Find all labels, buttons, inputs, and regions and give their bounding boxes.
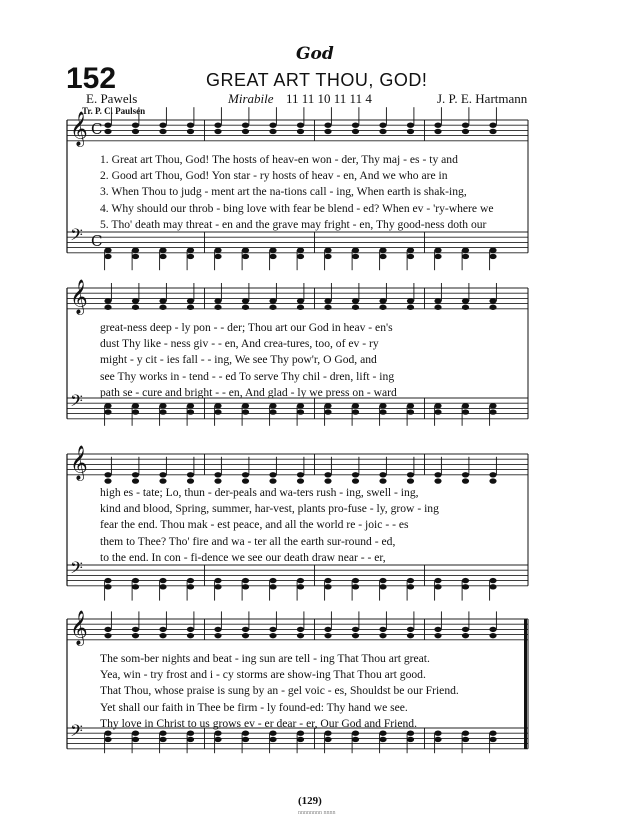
- note-head: [297, 298, 304, 303]
- note-head: [324, 633, 331, 638]
- note-head: [214, 129, 221, 134]
- note-head: [187, 578, 194, 583]
- note-head: [489, 248, 496, 253]
- note-head: [159, 409, 166, 414]
- note-head: [104, 254, 111, 259]
- note-head: [187, 123, 194, 128]
- note-head: [379, 578, 386, 583]
- note-head: [462, 737, 469, 742]
- note-head: [269, 254, 276, 259]
- note-head: [462, 578, 469, 583]
- note-head: [379, 298, 386, 303]
- note-head: [324, 254, 331, 259]
- note-head: [434, 254, 441, 259]
- note-head: [407, 129, 414, 134]
- note-head: [352, 248, 359, 253]
- note-head: [159, 737, 166, 742]
- note-head: [352, 298, 359, 303]
- note-head: [159, 584, 166, 589]
- note-head: [352, 254, 359, 259]
- note-head: [324, 478, 331, 483]
- note-head: [407, 472, 414, 477]
- note-head: [489, 578, 496, 583]
- note-head: [214, 584, 221, 589]
- note-head: [214, 248, 221, 253]
- note-head: [297, 472, 304, 477]
- note-head: [269, 403, 276, 408]
- note-head: [214, 472, 221, 477]
- note-head: [489, 129, 496, 134]
- note-head: [379, 254, 386, 259]
- note-head: [462, 129, 469, 134]
- lyric-line: might - y cit - ies fall - - ing, We see Thy pow'r, O God, and: [100, 353, 377, 367]
- lyric-line: Yet shall our faith in Thee be firm - ly found-ed: Thy hand we see.: [100, 700, 408, 714]
- imprint: nnnnnnnn nnnn: [298, 810, 336, 816]
- note-head: [324, 409, 331, 414]
- lyrics-system-2: [100, 320, 525, 401]
- note-head: [462, 409, 469, 414]
- note-head: [489, 472, 496, 477]
- lyric-line: 2. Good art Thou, God! Yon star - ry hosts of heav - en, And we who are in: [100, 169, 448, 183]
- note-head: [462, 478, 469, 483]
- note-head: [187, 403, 194, 408]
- lyric-line: The som-ber nights and beat - ing sun are tell - ing That Thou art great.: [100, 652, 430, 665]
- note-head: [379, 129, 386, 134]
- note-head: [324, 578, 331, 583]
- lyric-line: 3. When Thou to judg - ment art the na-tions call - ing, When earth is shak-ing,: [100, 185, 467, 199]
- note-head: [214, 409, 221, 414]
- note-head: [462, 627, 469, 632]
- note-head: [104, 633, 111, 638]
- note-head: [324, 737, 331, 742]
- note-head: [297, 248, 304, 253]
- lyric-line: Yea, win - try frost and i - cy storms are show-ing That Thou art good.: [100, 668, 426, 682]
- note-head: [159, 578, 166, 583]
- note-head: [132, 129, 139, 134]
- note-head: [324, 298, 331, 303]
- note-head: [379, 478, 386, 483]
- note-head: [489, 123, 496, 128]
- note-head: [324, 584, 331, 589]
- note-head: [104, 584, 111, 589]
- note-head: [324, 305, 331, 310]
- lyric-line: great-ness deep - ly pon - - der; Thou art our God in heav - en's: [100, 321, 393, 334]
- note-head: [104, 248, 111, 253]
- note-head: [159, 129, 166, 134]
- note-head: [352, 403, 359, 408]
- note-head: [407, 478, 414, 483]
- page-number: (129): [298, 795, 322, 807]
- note-head: [187, 737, 194, 742]
- note-head: [407, 578, 414, 583]
- note-head: [489, 254, 496, 259]
- lyric-line: high es - tate; Lo, thun - der-peals and wa-ters rush - ing, swell - ing,: [100, 486, 419, 499]
- note-head: [297, 409, 304, 414]
- note-head: [297, 633, 304, 638]
- note-head: [187, 298, 194, 303]
- note-head: [379, 633, 386, 638]
- note-head: [489, 305, 496, 310]
- note-head: [462, 123, 469, 128]
- bass-clef: 𝄢: [70, 224, 83, 249]
- note-head: [187, 254, 194, 259]
- note-head: [462, 298, 469, 303]
- note-head: [132, 478, 139, 483]
- note-head: [297, 584, 304, 589]
- time-signature: C: [91, 120, 103, 138]
- lyric-line: them to Thee? Tho' fire and wa - ter all the earth sur-round - ed,: [100, 534, 396, 548]
- note-head: [104, 472, 111, 477]
- lyric-line: That Thou, whose praise is sung by an - gel voic - es, Shouldst be our Friend.: [100, 684, 459, 698]
- note-head: [352, 305, 359, 310]
- note-head: [352, 627, 359, 632]
- note-head: [242, 472, 249, 477]
- meter: 11 11 10 11 11 4: [286, 91, 372, 106]
- note-head: [352, 578, 359, 583]
- note-head: [407, 248, 414, 253]
- note-head: [132, 248, 139, 253]
- note-head: [407, 409, 414, 414]
- note-head: [104, 403, 111, 408]
- lyrics-system-3: [100, 485, 525, 566]
- note-head: [407, 584, 414, 589]
- note-head: [132, 584, 139, 589]
- bass-clef: 𝄢: [70, 720, 83, 745]
- note-head: [462, 403, 469, 408]
- note-head: [352, 472, 359, 477]
- note-head: [242, 633, 249, 638]
- note-head: [187, 409, 194, 414]
- hymn-title: GREAT ART THOU, GOD!: [206, 70, 428, 90]
- note-head: [269, 627, 276, 632]
- time-signature: C: [91, 232, 103, 250]
- note-head: [104, 129, 111, 134]
- note-head: [214, 403, 221, 408]
- note-head: [187, 584, 194, 589]
- note-head: [104, 409, 111, 414]
- note-head: [132, 409, 139, 414]
- note-head: [242, 254, 249, 259]
- note-head: [297, 627, 304, 632]
- note-head: [242, 409, 249, 414]
- note-head: [489, 633, 496, 638]
- note-head: [242, 403, 249, 408]
- lyric-line: 5. Tho' death may threat - en and the grave may fright - en, Thy good-ness doth our: [100, 217, 487, 231]
- note-head: [269, 123, 276, 128]
- bass-clef: 𝄢: [70, 390, 83, 415]
- note-head: [159, 248, 166, 253]
- note-head: [434, 627, 441, 632]
- note-head: [214, 478, 221, 483]
- note-head: [214, 633, 221, 638]
- note-head: [159, 478, 166, 483]
- note-head: [407, 123, 414, 128]
- lyric-line: Thy love in Christ to us grows ev - er dear - er, Our God and Friend.: [100, 716, 418, 730]
- note-head: [489, 298, 496, 303]
- note-head: [434, 737, 441, 742]
- note-head: [489, 403, 496, 408]
- note-head: [462, 633, 469, 638]
- note-head: [159, 254, 166, 259]
- note-head: [187, 305, 194, 310]
- note-head: [462, 248, 469, 253]
- note-head: [159, 627, 166, 632]
- note-head: [132, 305, 139, 310]
- note-head: [407, 254, 414, 259]
- note-head: [159, 305, 166, 310]
- note-head: [104, 737, 111, 742]
- note-head: [132, 633, 139, 638]
- note-head: [407, 298, 414, 303]
- note-head: [269, 305, 276, 310]
- note-head: [242, 129, 249, 134]
- note-head: [187, 633, 194, 638]
- note-head: [214, 123, 221, 128]
- note-head: [159, 633, 166, 638]
- note-head: [434, 409, 441, 414]
- note-head: [242, 627, 249, 632]
- note-head: [352, 123, 359, 128]
- note-head: [434, 305, 441, 310]
- note-head: [379, 123, 386, 128]
- note-head: [379, 305, 386, 310]
- note-head: [242, 123, 249, 128]
- hymn-number: 152: [66, 62, 117, 95]
- lyric-line: dust Thy like - ness giv - - en, And crea-tures, too, of ev - ry: [100, 337, 379, 351]
- note-head: [407, 403, 414, 408]
- note-head: [132, 737, 139, 742]
- note-head: [434, 584, 441, 589]
- note-head: [187, 478, 194, 483]
- note-head: [132, 403, 139, 408]
- note-head: [434, 472, 441, 477]
- note-head: [132, 578, 139, 583]
- note-head: [214, 254, 221, 259]
- note-head: [269, 298, 276, 303]
- lyric-line: kind and blood, Spring, summer, har-vest, plants pro-fuse - ly, grow - ing: [100, 502, 439, 516]
- note-head: [434, 123, 441, 128]
- note-head: [297, 737, 304, 742]
- note-head: [187, 627, 194, 632]
- note-head: [242, 305, 249, 310]
- bass-clef: 𝄢: [70, 557, 83, 582]
- note-head: [297, 123, 304, 128]
- note-head: [187, 248, 194, 253]
- lyric-line: 1. Great art Thou, God! The hosts of heav-en won - der, Thy maj - es - ty and: [100, 153, 458, 166]
- note-head: [434, 403, 441, 408]
- translator: Tr. P. C. Paulsen: [82, 106, 146, 116]
- note-head: [242, 248, 249, 253]
- note-head: [352, 633, 359, 638]
- note-head: [214, 578, 221, 583]
- note-head: [379, 248, 386, 253]
- note-head: [489, 409, 496, 414]
- note-head: [324, 123, 331, 128]
- note-head: [269, 472, 276, 477]
- note-head: [489, 627, 496, 632]
- note-head: [242, 298, 249, 303]
- note-head: [187, 472, 194, 477]
- note-head: [434, 248, 441, 253]
- note-head: [297, 129, 304, 134]
- note-head: [104, 627, 111, 632]
- note-head: [159, 403, 166, 408]
- note-head: [159, 472, 166, 477]
- note-head: [352, 409, 359, 414]
- note-head: [462, 472, 469, 477]
- note-head: [269, 584, 276, 589]
- note-head: [489, 478, 496, 483]
- section-heading: God: [296, 44, 334, 64]
- note-head: [269, 578, 276, 583]
- note-head: [242, 584, 249, 589]
- note-head: [214, 305, 221, 310]
- note-head: [104, 298, 111, 303]
- note-head: [297, 478, 304, 483]
- note-head: [242, 737, 249, 742]
- note-head: [104, 578, 111, 583]
- note-head: [352, 129, 359, 134]
- note-head: [379, 627, 386, 632]
- composer: J. P. E. Hartmann: [437, 91, 528, 106]
- note-head: [434, 298, 441, 303]
- lyric-line: path se - cure and bright - - en, And glad - ly we press on - ward: [100, 385, 397, 399]
- note-head: [132, 298, 139, 303]
- lyric-line: 4. Why should our throb - bing love with fear be blend - ed? When ev - 'ry-where we: [100, 201, 494, 215]
- note-head: [104, 478, 111, 483]
- note-head: [462, 254, 469, 259]
- note-head: [269, 409, 276, 414]
- note-head: [269, 129, 276, 134]
- note-head: [297, 403, 304, 408]
- note-head: [379, 472, 386, 477]
- note-head: [489, 737, 496, 742]
- note-head: [324, 248, 331, 253]
- note-head: [324, 129, 331, 134]
- lyric-line: to the end. In con - fi-dence we see our death draw near - - er,: [100, 550, 386, 564]
- note-head: [462, 584, 469, 589]
- note-head: [462, 305, 469, 310]
- note-head: [352, 737, 359, 742]
- note-head: [269, 633, 276, 638]
- note-head: [132, 254, 139, 259]
- tune-name: Mirabile: [228, 91, 274, 106]
- note-head: [104, 305, 111, 310]
- note-head: [132, 627, 139, 632]
- note-head: [352, 584, 359, 589]
- note-head: [159, 123, 166, 128]
- note-head: [242, 478, 249, 483]
- note-head: [407, 737, 414, 742]
- lyric-line: see Thy works in - tend - - ed To serve Thy chil - dren, lift - ing: [100, 369, 395, 383]
- note-head: [132, 123, 139, 128]
- note-head: [269, 478, 276, 483]
- note-head: [214, 627, 221, 632]
- note-head: [434, 633, 441, 638]
- treble-clef: 𝄞: [70, 279, 88, 315]
- note-head: [297, 254, 304, 259]
- note-head: [379, 409, 386, 414]
- note-head: [242, 578, 249, 583]
- note-head: [297, 578, 304, 583]
- note-head: [407, 633, 414, 638]
- note-head: [379, 737, 386, 742]
- note-head: [297, 305, 304, 310]
- note-head: [324, 472, 331, 477]
- note-head: [379, 403, 386, 408]
- note-head: [434, 478, 441, 483]
- note-head: [214, 298, 221, 303]
- note-head: [379, 584, 386, 589]
- note-head: [159, 298, 166, 303]
- treble-clef: 𝄞: [70, 610, 88, 646]
- treble-clef: 𝄞: [70, 445, 88, 481]
- note-head: [489, 584, 496, 589]
- lyric-line: fear the end. Thou mak - est peace, and all the world re - joic - - es: [100, 518, 409, 532]
- lyrics-system-4: [100, 651, 525, 732]
- note-head: [132, 472, 139, 477]
- treble-clef: 𝄞: [70, 111, 88, 147]
- note-head: [407, 305, 414, 310]
- note-head: [269, 248, 276, 253]
- lyrics-system-1: [100, 152, 525, 233]
- note-head: [269, 737, 276, 742]
- note-head: [187, 129, 194, 134]
- note-head: [407, 627, 414, 632]
- note-head: [352, 478, 359, 483]
- note-head: [214, 737, 221, 742]
- note-head: [434, 578, 441, 583]
- note-head: [324, 627, 331, 632]
- note-head: [324, 403, 331, 408]
- author: E. Pawels: [86, 91, 138, 106]
- note-head: [104, 123, 111, 128]
- note-head: [434, 129, 441, 134]
